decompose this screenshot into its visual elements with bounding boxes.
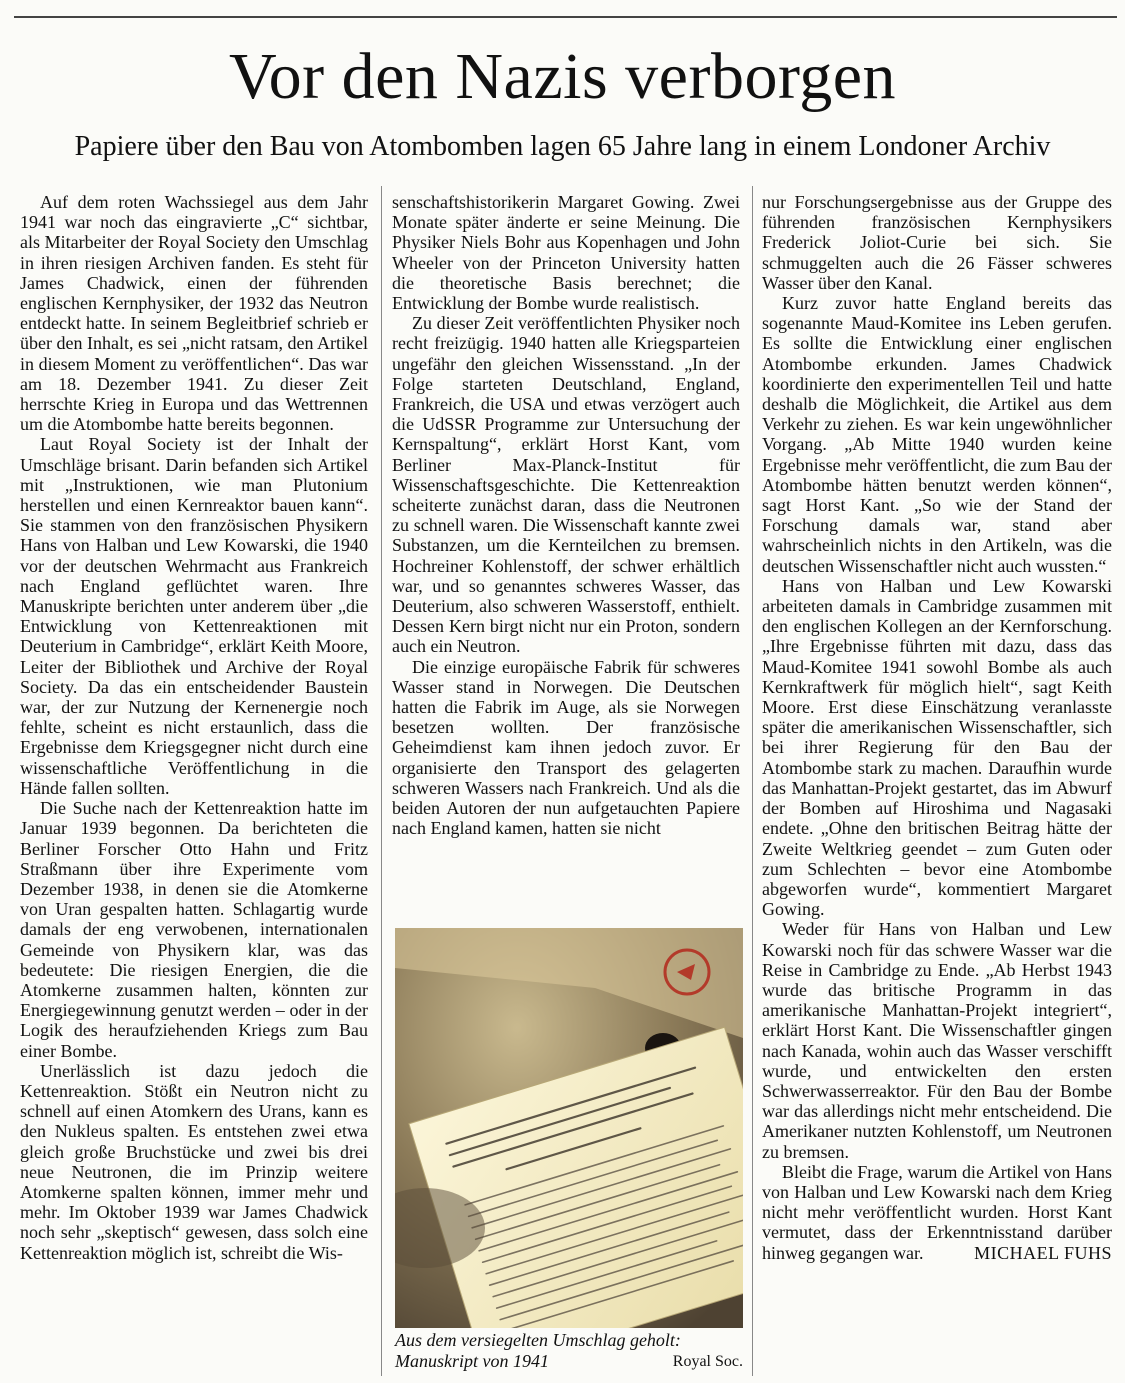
column-divider-2 xyxy=(752,186,753,1376)
column-divider-1 xyxy=(381,186,382,1376)
photo-credit: Royal Soc. xyxy=(672,1353,743,1370)
paragraph xyxy=(762,1162,1112,1263)
paragraph: Die Suche nach der Kettenreaktion hatte im Januar 1939 begonnen. Da berichteten die Berliner Forscher Otto Hahn und Fritz Straßmann über ihre Experimente vom Dezember 1938, in denen sie die Atomkerne von Uran gespalten hatten. Schlagartig wurde damals der eng verwobenen, internationalen Gemeinde von Physikern klar, was das bedeutete: Die riesigen Energien, die die Atomkerne zusammen halten, könnten zur Energiegewinnung genutzt werden – oder in der Logik des heraufziehenden Kriegs zum Bau einer Bombe. xyxy=(20,798,368,1061)
paragraph: nur Forschungsergebnisse aus der Gruppe des führenden französischen Kernphysikers Frederick Joliot-Curie bei sich. Sie schmuggelten auch die 26 Fässer schweres Wasser über den Kanal. xyxy=(762,192,1112,293)
subheadline: Papiere über den Bau von Atombomben lagen 65 Jahre lang in einem Londoner Archiv xyxy=(74,131,1051,162)
paragraph: Laut Royal Society ist der Inhalt der Umschläge brisant. Darin befanden sich Artikel mit „Instruktionen, wie man Plutonium herstellen und einen Kernreaktor bauen kann“. Sie stammen von den französischen Physikern Hans von Halban und Lew Kowarski, die 1940 vor der deutschen Wehrmacht aus Frankreich nach England geflüchtet waren. Ihre Manuskripte berichten unter anderem über „die Entwicklung von Kettenreaktionen mit Deuterium in Cambridge“, erklärt Keith Moore, Leiter der Bibliothek und Archive der Royal Society. Da das ein entscheidender Baustein war, der zur Nutzung der Kernenergie noch fehlte, scheint es nicht erstaunlich, dass die Ergebnisse dem Kriegsgegner nicht durch eine wissenschaftliche Veröffentlichung in die Hände fallen sollten. xyxy=(20,434,368,798)
paragraph: Zu dieser Zeit veröffentlichten Physiker noch recht freizügig. 1940 hatten alle Kriegsparteien ungefähr den gleichen Wissensstand. „In der Folge starteten Deutschland, England, Frankreich, die USA und etwas verzögert auch die UdSSR Programme zur Untersuchung der Kernspaltung“, erklärt Horst Kant, vom Berliner Max-Planck-Institut für Wissenschaftsgeschichte. Die Kettenreaktion scheiterte zunächst daran, dass die Neutronen zu schnell waren. Die Wissenschaft kannte zwei Substanzen, um die Kernteilchen zu bremsen. Hochreiner Kohlenstoff, der schwer erhältlich war, und so genanntes schweres Wasser, das Deuterium, also schweren Wasserstoff, enthielt. Dessen Kern birgt nicht nur ein Proton, sondern auch ein Neutron. xyxy=(392,313,740,657)
photo-caption xyxy=(395,1330,743,1372)
headline: Vor den Nazis verborgen xyxy=(228,40,897,113)
paragraph: Die einzige europäische Fabrik für schweres Wasser stand in Norwegen. Die Deutschen hatten die Fabrik im Auge, als sie Norwegen besetzen wollten. Der französische Geheimdienst kam ihnen jedoch zuvor. Er organisierte den Transport des gelagerten schweren Wassers nach Frankreich. Und als die beiden Autoren der nun aufgetauchten Papiere nach England kamen, hatten sie nicht xyxy=(392,656,740,839)
paragraph: Auf dem roten Wachssiegel aus dem Jahr 1941 war noch das eingravierte „C“ sichtbar, als Mitarbeiter der Royal Society den Umschlag in ihren riesigen Archiven fanden. Es steht für James Chadwick, einen der führenden englischen Kernphysiker, der 1932 das Neutron entdeckt hatte. In seinem Begleitbrief schrieb er über den Inhalt, es sei „nicht ratsam, den Artikel in diesem Moment zu veröffentlichen“. Das war am 18. Dezember 1941. Zu dieser Zeit herrschte Krieg in Europa und das Wettrennen um die Atombombe hatte bereits begonnen. xyxy=(20,192,368,435)
paragraph: senschaftshistorikerin Margaret Gowing. Zwei Monate später änderte er seine Meinung. Die Physiker Niels Bohr aus Kopenhagen und John Wheeler von der Princeton University hatten die theoretische Basis berechnet; die Entwicklung der Bombe wurde realistisch. xyxy=(392,192,740,314)
manuscript-photo-illustration xyxy=(395,928,743,1328)
manuscript-photo xyxy=(395,928,743,1328)
article-column-3 xyxy=(762,192,1112,1372)
top-rule xyxy=(14,16,1117,18)
article-column-1 xyxy=(20,192,368,1362)
byline: MICHAEL FUHS xyxy=(974,1242,1112,1263)
paragraph-text: Bleibt die Frage, warum die Artikel von Hans von Halban und Lew Kowarski nach dem Krieg nicht mehr veröffentlicht wurden. Horst Kant vermutet, dass der Erkenntnisstand darüber hinweg gegangen war. xyxy=(762,1161,1112,1263)
caption-line-1: Aus dem versiegelten Umschlag geholt: xyxy=(395,1330,681,1350)
caption-line-2: Manuskript von 1941 xyxy=(395,1351,549,1371)
paragraph: Kurz zuvor hatte England bereits das sogenannte Maud-Komitee ins Leben gerufen. Es sollte die Entwicklung einer englischen Atombombe erkunden. James Chadwick koordinierte den experimentellen Teil und hatte deshalb die Möglichkeit, die Artikel aus dem Verkehr zu ziehen. Es war kein ungewöhnlicher Vorgang. „Ab Mitte 1940 wurden keine Ergebnisse mehr veröffentlicht, die zum Bau der Atombombe hätten benutzt werden können“, sagt Horst Kant. „So wie der Stand der Forschung damals war, stand aber wahrscheinlich nichts in den Artikeln, was die deutschen Wissenschaftler nicht auch wussten.“ xyxy=(762,293,1112,576)
paragraph: Weder für Hans von Halban und Lew Kowarski noch für das schwere Wasser war die Reise in Cambridge zu Ende. „Ab Herbst 1943 wurde das britische Programm in das amerikanische Manhattan-Projekt integriert“, erklärt Horst Kant. Die Wissenschaftler gingen nach Kanada, wohin auch das Wasser verschifft wurde, und entwickelten den ersten Schwerwasserreaktor. Für den Bau der Bombe war das allerdings nicht mehr entscheidend. Die Amerikaner nutzten Kohlenstoff, um Neutronen zu bremsen. xyxy=(762,919,1112,1162)
paragraph: Unerlässlich ist dazu jedoch die Kettenreaktion. Stößt ein Neutron nicht zu schnell auf einen Atomkern des Urans, kann es den Nukleus spalten. Es entstehen zwei etwa gleich große Bruchstücke und zwei bis drei neue Neutronen, die im Prinzip weitere Atomkerne spalten können, immer mehr und mehr. Im Oktober 1939 war James Chadwick noch sehr „skeptisch“ gewesen, dass solch eine Kettenreaktion möglich ist, schreibt die Wis- xyxy=(20,1060,368,1263)
paragraph: Hans von Halban und Lew Kowarski arbeiteten damals in Cambridge zusammen mit den englischen Kollegen an der Kernforschung. „Ihre Ergebnisse führten mit dazu, dass das Maud-Komitee 1941 sowohl Bombe als auch Kernkraftwerk für möglich hielt“, sagt Keith Moore. Erst diese Einschätzung veranlasste später die amerikanischen Wissenschaftler, sich bei ihrer Regierung für den Bau der Atombombe stark zu machen. Daraufhin wurde das Manhattan-Projekt gestartet, das im Abwurf der Bomben auf Hiroshima und Nagasaki endete. „Ohne den britischen Beitrag hätte der Zweite Weltkrieg geendet – zum Guten oder zum Schlechten – bevor eine Atombombe abgeworfen wurde“, kommentiert Margaret Gowing. xyxy=(762,575,1112,920)
article-column-2 xyxy=(392,192,740,892)
